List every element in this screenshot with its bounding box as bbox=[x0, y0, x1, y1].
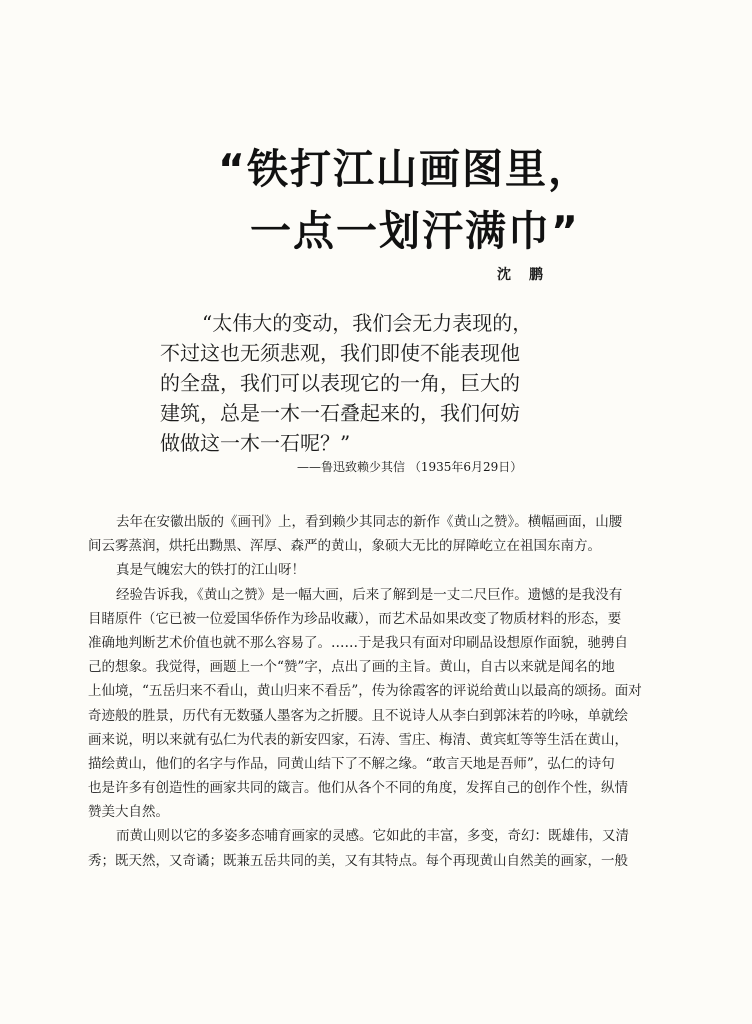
body-line: 描绘黄山，他们的名字与作品，同黄山结下了不解之缘。“敢言天地是吾师”，弘仁的诗句 bbox=[88, 755, 615, 772]
epigraph-line: “太伟大的变动，我们会无力表现的， bbox=[202, 311, 533, 335]
body-line: 经验告诉我，《黄山之赞》是一幅大画，后来了解到是一丈二尺巨作。遗憾的是我没有 bbox=[116, 586, 623, 603]
epigraph-line: 做做这一木一石呢？” bbox=[160, 431, 351, 455]
body-line: 奇迹般的胜景，历代有无数骚人墨客为之折腰。且不说诗人从李白到郭沫若的吟咏，单就绘 bbox=[88, 707, 628, 724]
epigraph-line: 建筑，总是一木一石叠起来的，我们何妨 bbox=[160, 401, 520, 425]
epigraph-line: 不过这也无须悲观，我们即使不能表现他 bbox=[160, 341, 520, 365]
body-line: 画来说，明以来就有弘仁为代表的新安四家，石涛、雪庄、梅清、黄宾虹等等生活在黄山， bbox=[88, 731, 628, 748]
body-line: 目睹原件（它已被一位爱国华侨作为珍品收藏），而艺术品如果改变了物质材料的形态，要 bbox=[88, 610, 622, 627]
epigraph-line: 的全盘，我们可以表现它的一角，巨大的 bbox=[160, 371, 520, 395]
body-line: 己的想象。我觉得，画题上一个“赞”字，点出了画的主旨。黄山，自古以来就是闻名的地 bbox=[88, 659, 615, 676]
body-line: 真是气魄宏大的铁打的江山呀！ bbox=[116, 562, 305, 579]
body-line: 准确地判断艺术价值也就不那么容易了。……于是我只有面对印刷品设想原作面貌，驰骋自 bbox=[88, 634, 628, 651]
article-body bbox=[88, 510, 686, 873]
body-line: 而黄山则以它的多姿多态哺育画家的灵感。它如此的丰富，多变，奇幻：既雄伟，又清 bbox=[116, 828, 629, 845]
body-line: 赞美大自然。 bbox=[88, 804, 169, 821]
body-line: 上仙境，“五岳归来不看山，黄山归来不看岳”，传为徐霞客的评说给黄山以最高的颂扬。面对 bbox=[88, 683, 642, 700]
body-line: 去年在安徽出版的《画刊》上，看到赖少其同志的新作《黄山之赞》。横幅画面，山腰 bbox=[116, 514, 623, 530]
epigraph-quote bbox=[160, 308, 600, 458]
article-title-line-1: “铁打江山画图里， bbox=[218, 145, 591, 193]
body-line: 间云雾蒸润，烘托出黝黑、浑厚、森严的黄山，象硕大无比的屏障屹立在祖国东南方。 bbox=[88, 538, 601, 555]
body-line: 也是许多有创造性的画家共同的箴言。他们从各个不同的角度，发挥自己的创作个性，纵情 bbox=[88, 780, 628, 797]
author-name: 沈鹏 bbox=[497, 267, 561, 283]
epigraph-source: ——鲁迅致赖少其信 （1935年6月29日） bbox=[297, 460, 523, 474]
body-line: 秀；既天然，又奇谲；既兼五岳共同的美，又有其特点。每个再现黄山自然美的画家，一般 bbox=[88, 852, 628, 869]
article-title-line-2: 一点一划汗满巾” bbox=[250, 207, 580, 255]
